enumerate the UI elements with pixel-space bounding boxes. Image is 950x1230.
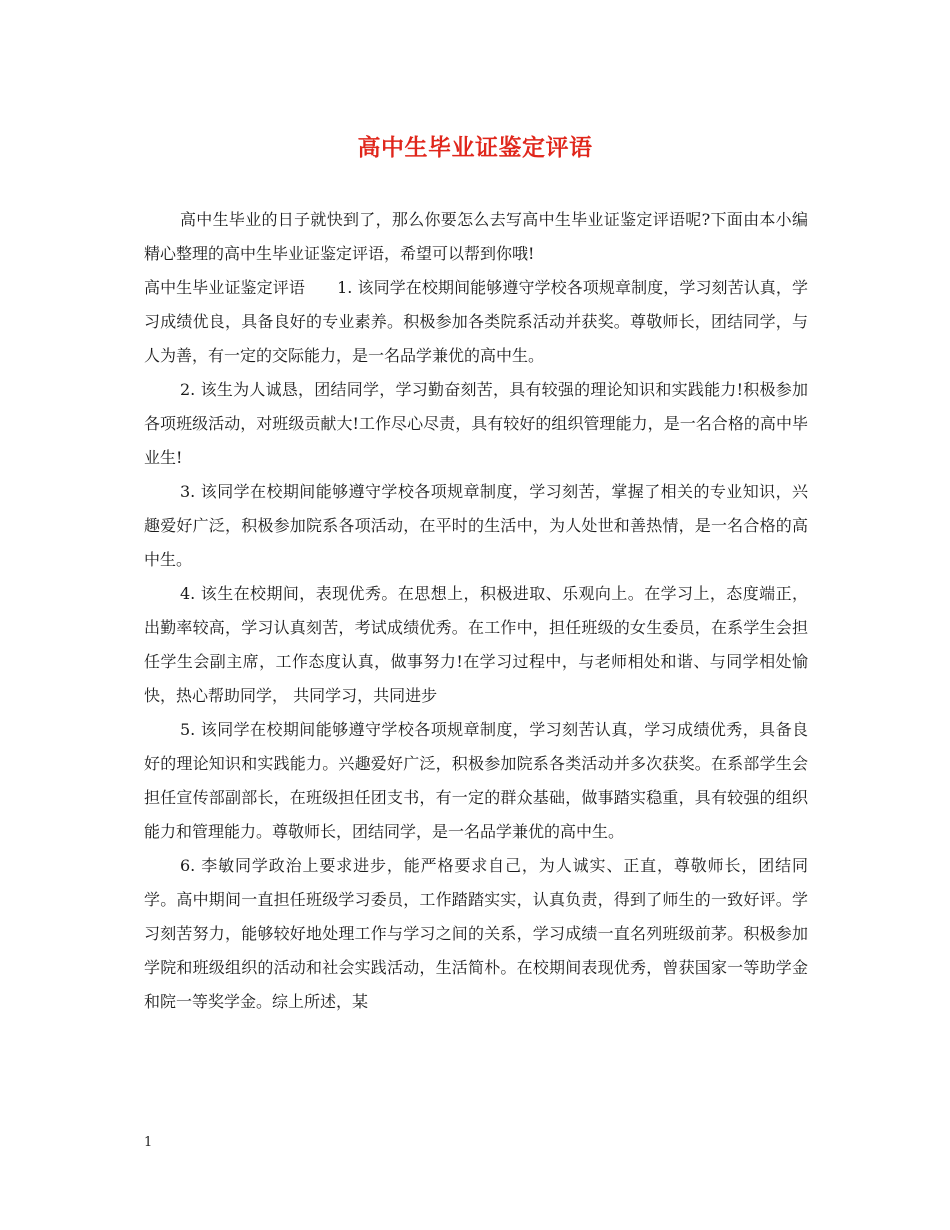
page-number: 1 (144, 1135, 153, 1150)
comment-paragraph-6: 6. 李敏同学政治上要求进步，能严格要求自己，为人诚实、正直，尊敬师长，团结同学。高中期间一直担任班级学习委员，工作踏踏实实，认真负责，得到了师生的一致好评。学习刻苦努力，能够较好地处理工作与学习之间的关系，学习成绩一直名列班级前茅。积极参加学院和班级组织的活动和社会实践活动，生活简朴。在校期间表现优秀，曾获国家一等助学金和院一等奖学金。综上所述，某 (144, 856, 808, 1011)
document-body (144, 203, 808, 1019)
intro-paragraph: 高中生毕业的日子就快到了，那么你要怎么去写高中生毕业证鉴定评语呢?下面由本小编精心整理的高中生毕业证鉴定评语，希望可以帮到你哦! (144, 210, 808, 263)
document-title: 高中生毕业证鉴定评语 (357, 134, 593, 161)
comment-paragraph-1: 高中生毕业证鉴定评语 1. 该同学在校期间能够遵守学校各项规章制度，学习刻苦认真，学习成绩优良，具备良好的专业素养。积极参加各类院系活动并获奖。尊敬师长，团结同学，与人为善，有一定的交际能力，是一名品学兼优的高中生。 (144, 278, 808, 365)
comment-paragraph-2: 2. 该生为人诚恳，团结同学，学习勤奋刻苦，具有较强的理论知识和实践能力!积极参加各项班级活动，对班级贡献大!工作尽心尽责，具有较好的组织管理能力，是一名合格的高中毕业生! (144, 380, 808, 467)
comment-paragraph-4: 4. 该生在校期间，表现优秀。在思想上，积极进取、乐观向上。在学习上，态度端正，出勤率较高，学习认真刻苦，考试成绩优秀。在工作中，担任班级的女生委员，在系学生会担任学生会副主席，工作态度认真，做事努力!在学习过程中，与老师相处和谐、与同学相处愉快，热心帮助同学， 共同学习，共同进步 (144, 584, 808, 705)
comment-paragraph-3: 3. 该同学在校期间能够遵守学校各项规章制度，学习刻苦，掌握了相关的专业知识，兴趣爱好广泛，积极参加院系各项活动，在平时的生活中，为人处世和善热情，是一名合格的高中生。 (144, 482, 808, 569)
comment-paragraph-5: 5. 该同学在校期间能够遵守学校各项规章制度，学习刻苦认真，学习成绩优秀，具备良好的理论知识和实践能力。兴趣爱好广泛，积极参加院系各类活动并多次获奖。在系部学生会担任宣传部副部长，在班级担任团支书，有一定的群众基础，做事踏实稳重，具有较强的组织能力和管理能力。尊敬师长，团结同学，是一名品学兼优的高中生。 (144, 720, 808, 841)
